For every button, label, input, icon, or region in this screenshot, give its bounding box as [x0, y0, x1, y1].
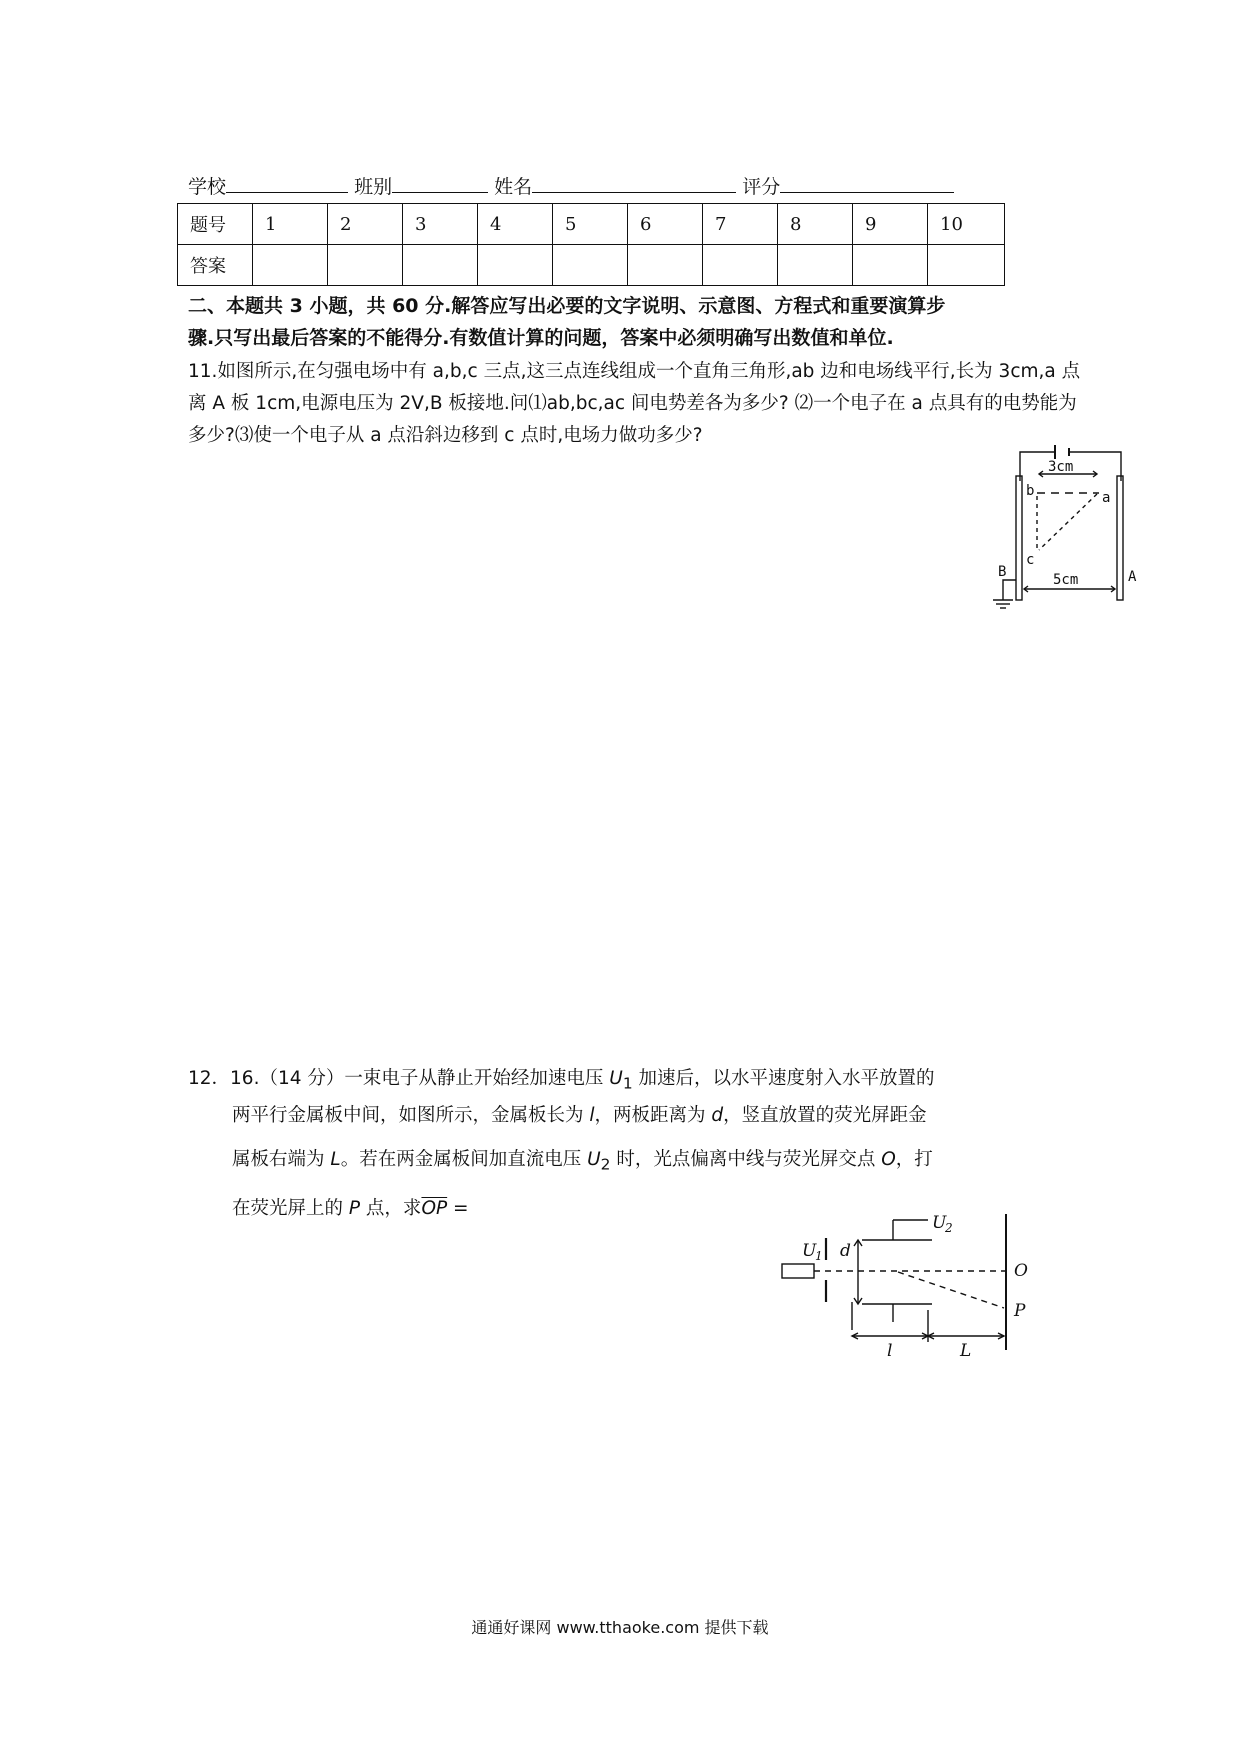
answer-cell[interactable]	[778, 245, 853, 286]
fig-label-a: a	[1102, 490, 1111, 506]
fig-label-3cm: 3cm	[1048, 459, 1074, 475]
name-label: 姓名	[494, 176, 533, 198]
q12-var-L: L	[330, 1149, 341, 1170]
answer-cell[interactable]	[328, 245, 403, 286]
score-label: 评分	[742, 176, 781, 198]
fig-label-b: b	[1026, 483, 1035, 499]
fig-label-B: B	[998, 564, 1007, 580]
section-instructions	[188, 290, 1068, 354]
question-11	[188, 356, 1188, 452]
answer-cell[interactable]	[928, 245, 1005, 286]
q12-text: 在荧光屏上的	[232, 1198, 349, 1219]
class-label: 班别	[354, 176, 393, 198]
school-label: 学校	[188, 176, 227, 198]
q12-sub-1: 1	[622, 1074, 633, 1093]
fig12-label-U: U	[802, 1241, 817, 1261]
q12-text: =	[447, 1198, 469, 1219]
q12-text: 属板右端为	[232, 1149, 331, 1170]
score-blank[interactable]	[780, 175, 954, 193]
q12-deflection-diagram	[780, 1200, 1060, 1365]
answer-cell[interactable]	[253, 245, 328, 286]
fig-label-c: c	[1026, 552, 1035, 568]
fig12-label-P: P	[1014, 1301, 1026, 1321]
q11-line2: 离 A 板 1cm,电源电压为 2V,B 板接地.问⑴ab,bc,ac 间电势差各为多少? ⑵一个电子在 a 点具有的电势能为	[188, 393, 1077, 414]
question-number: 6	[628, 204, 703, 245]
fig12-label-U2-sub: 2	[945, 1221, 953, 1235]
question-number: 10	[928, 204, 1005, 245]
section-instructions-line2: 骤.只写出最后答案的不能得分.有数值计算的问题，答案中必须明确写出数值和单位.	[188, 327, 894, 349]
question-number: 4	[478, 204, 553, 245]
question-number: 1	[253, 204, 328, 245]
fig12-label-U2: U	[932, 1213, 947, 1233]
q12-text: 两平行金属板中间，如图所示，金属板长为	[232, 1105, 590, 1126]
fig12-label-O: O	[1014, 1261, 1028, 1281]
q11-line3: 多少?⑶使一个电子从 a 点沿斜边移到 c 点时,电场力做功多少?	[188, 425, 703, 446]
q12-var-OP: $\overline{OP}$	[421, 1198, 448, 1219]
answer-cell[interactable]	[403, 245, 478, 286]
question-number: 3	[403, 204, 478, 245]
name-blank[interactable]	[532, 175, 736, 193]
q12-text: ，两板距离为	[594, 1105, 712, 1126]
fig12-label-d: d	[840, 1241, 851, 1261]
row-label-answer: 答案	[178, 245, 253, 286]
question-number: 5	[553, 204, 628, 245]
q12-var-l: l	[589, 1105, 595, 1126]
q12-var-d: d	[711, 1105, 724, 1126]
q12-var-P: P	[348, 1198, 361, 1219]
q12-var-U2: U	[587, 1149, 601, 1170]
q12-text: 。若在两金属板间加直流电压	[340, 1149, 588, 1170]
question-number: 2	[328, 204, 403, 245]
answer-table	[177, 203, 1005, 286]
q12-sub-2: 2	[600, 1155, 611, 1174]
answer-cell[interactable]	[553, 245, 628, 286]
student-info-line	[188, 172, 954, 199]
answer-row	[178, 245, 1005, 286]
q12-text: 加速后，以水平速度射入水平放置的	[632, 1068, 935, 1089]
question-number-row	[178, 204, 1005, 245]
q12-line4	[232, 1194, 469, 1220]
fig-label-5cm: 5cm	[1053, 572, 1079, 588]
q12-text: ，打	[895, 1149, 933, 1170]
fig12-label-l: l	[887, 1341, 893, 1361]
q12-var-O: O	[881, 1149, 896, 1170]
q12-line2	[232, 1094, 1072, 1138]
school-blank[interactable]	[226, 175, 348, 193]
question-number: 8	[778, 204, 853, 245]
q11-line1: 11.如图所示,在匀强电场中有 a,b,c 三点,这三点连线组成一个直角三角形,ab 边和电场线平行,长为 3cm,a 点	[188, 361, 1081, 382]
q12-text: 12．16.（14 分）一束电子从静止开始经加速电压	[188, 1068, 610, 1089]
question-number: 9	[853, 204, 928, 245]
fig12-label-U1-sub: 1	[815, 1249, 823, 1263]
page-footer: 通通好课网 www.tthaoke.com 提供下载	[471, 1618, 769, 1637]
answer-cell[interactable]	[703, 245, 778, 286]
row-label-number: 题号	[178, 204, 253, 245]
question-number: 7	[703, 204, 778, 245]
class-blank[interactable]	[392, 175, 488, 193]
fig-label-A: A	[1128, 569, 1137, 585]
q12-var-U1: U	[609, 1068, 623, 1089]
q12-line3	[232, 1138, 1072, 1187]
q12-line1	[188, 1064, 935, 1093]
answer-cell[interactable]	[853, 245, 928, 286]
q12-text: ，竖直放置的荧光屏距金	[723, 1105, 927, 1126]
q11-field-diagram	[975, 440, 1155, 615]
section-instructions-line1: 二、本题共 3 小题，共 60 分.解答应写出必要的文字说明、示意图、方程式和重要演算步	[188, 295, 946, 317]
q12-text: 时，光点偏离中线与荧光屏交点	[610, 1149, 882, 1170]
answer-cell[interactable]	[628, 245, 703, 286]
fig12-label-L: L	[960, 1341, 972, 1361]
q12-text: 点，求	[360, 1198, 422, 1219]
answer-cell[interactable]	[478, 245, 553, 286]
